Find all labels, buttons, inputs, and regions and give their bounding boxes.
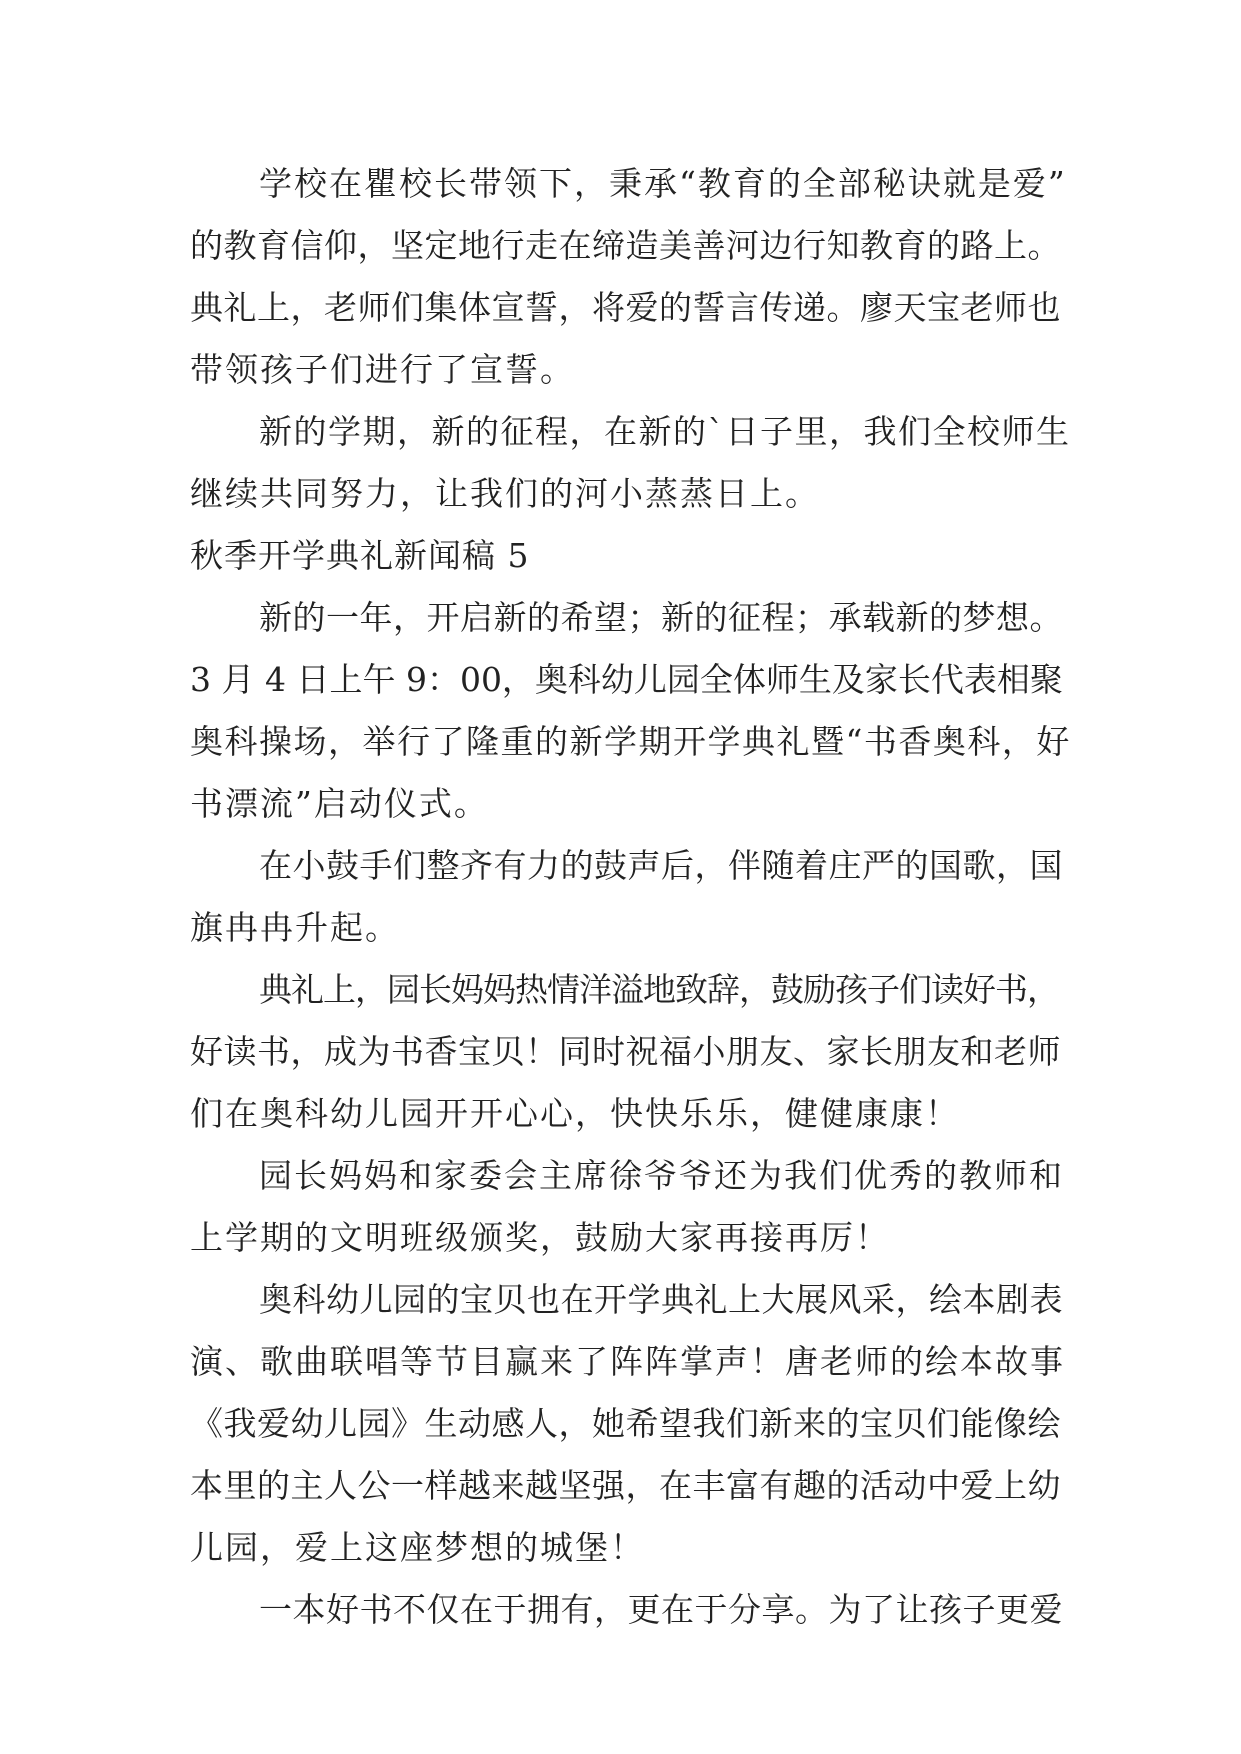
text-line: 一本好书不仅在于拥有，更在于分享。为了让孩子更爱 <box>259 1590 1063 1629</box>
text-line: 们在奥科幼儿园开开心心，快快乐乐，健健康康！ <box>190 1094 960 1133</box>
section-heading: 秋季开学典礼新闻稿 5 <box>190 536 530 575</box>
text-line: 典礼上，园长妈妈热情洋溢地致辞，鼓励孩子们读好书， <box>259 970 1059 1009</box>
text-line: 书漂流”启动仪式。 <box>190 784 489 823</box>
text-line: 继续共同努力，让我们的河小蒸蒸日上。 <box>190 474 820 513</box>
text-line: 带领孩子们进行了宣誓。 <box>190 350 575 389</box>
text-line: 学校在瞿校长带领下，秉承“教育的全部秘诀就是爱” <box>259 164 1067 203</box>
text-line: 旗冉冉升起。 <box>190 908 400 947</box>
text-line: 演、歌曲联唱等节目赢来了阵阵掌声！唐老师的绘本故事 <box>190 1342 1065 1381</box>
text-line: 的教育信仰，坚定地行走在缔造美善河边行知教育的路上。 <box>190 226 1061 265</box>
text-line: 好读书，成为书香宝贝！同时祝福小朋友、家长朋友和老师 <box>190 1032 1061 1071</box>
text-line: 儿园，爱上这座梦想的城堡！ <box>190 1528 645 1567</box>
text-line: 本里的主人公一样越来越坚强，在丰富有趣的活动中爱上幼 <box>190 1466 1061 1505</box>
text-line: 《我爱幼儿园》生动感人，她希望我们新来的宝贝们能像绘 <box>190 1404 1061 1443</box>
text-line: 新的一年，开启新的希望；新的征程；承载新的梦想。 <box>259 598 1063 637</box>
text-line: 新的学期，新的征程，在新的`日子里，我们全校师生 <box>259 412 1071 451</box>
text-line: 上学期的文明班级颁奖，鼓励大家再接再厉！ <box>190 1218 890 1257</box>
text-line: 园长妈妈和家委会主席徐爷爷还为我们优秀的教师和 <box>259 1156 1064 1195</box>
text-line: 典礼上，老师们集体宣誓，将爱的誓言传递。廖天宝老师也 <box>190 288 1061 327</box>
text-line: 奥科操场，举行了隆重的新学期开学典礼暨“书香奥科，好 <box>190 722 1071 761</box>
text-line: 奥科幼儿园的宝贝也在开学典礼上大展风采，绘本剧表 <box>259 1280 1063 1319</box>
document-body <box>190 153 1070 1641</box>
text-line: 3 月 4 日上午 9：00，奥科幼儿园全体师生及家长代表相聚 <box>190 660 1063 699</box>
text-line: 在小鼓手们整齐有力的鼓声后，伴随着庄严的国歌，国 <box>259 846 1063 885</box>
